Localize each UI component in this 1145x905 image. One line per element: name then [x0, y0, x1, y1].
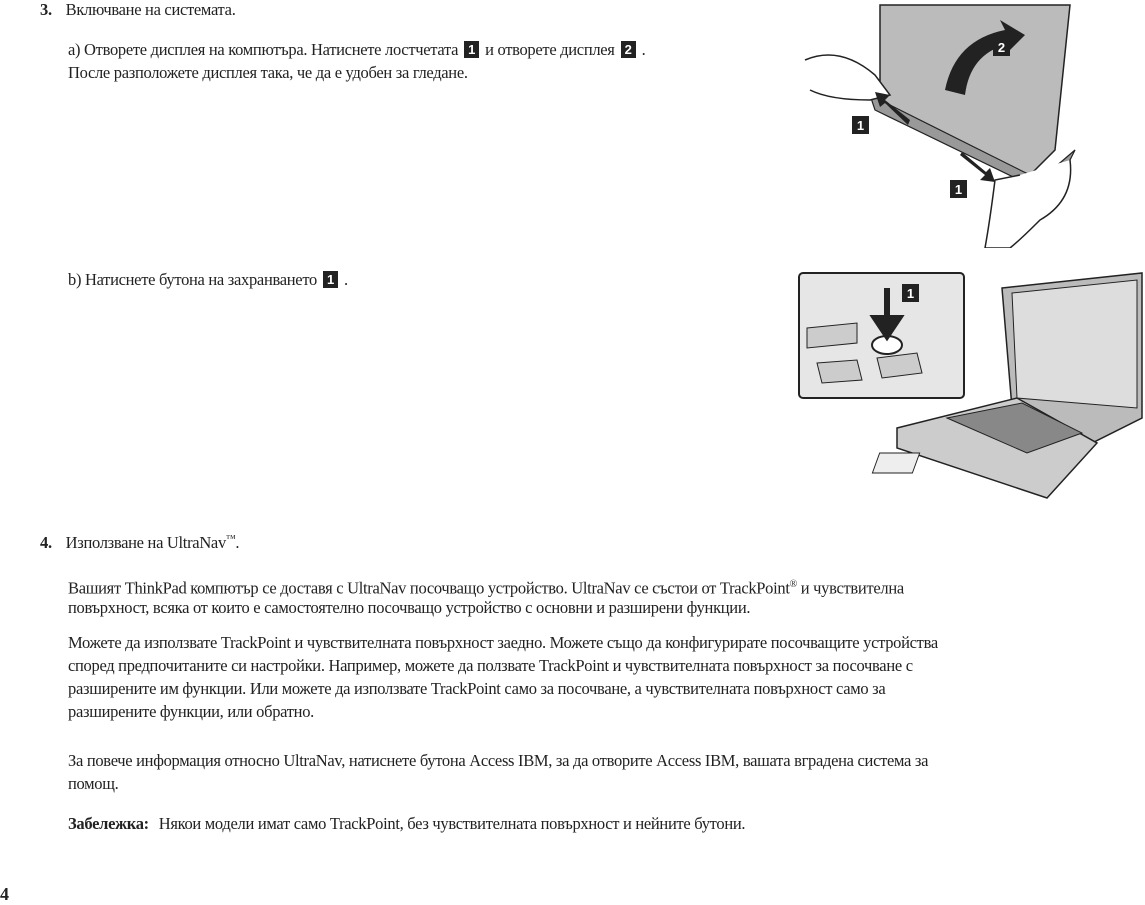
callout-1: 1 [954, 182, 963, 197]
text: . [641, 40, 646, 59]
text: Вашият ThinkPad компютър се доставя с UltraNav посочващо устройство. UltraNav се състои от TrackPoint [68, 578, 790, 598]
callout-badge: 1 [464, 41, 479, 58]
step-3-heading [40, 0, 236, 20]
open-display-illustration [790, 0, 1080, 248]
step-3a-line2: После разположете дисплея така, че да е удобен за гледане. [68, 63, 468, 82]
page-number: 4 [0, 884, 9, 904]
step-4-heading [40, 533, 239, 553]
callout-2: 2 [997, 40, 1006, 55]
paragraph-usage [68, 631, 938, 723]
step-title: Използване на UltraNav [65, 533, 226, 552]
text: a) Отворете дисплея на компютъра. Натиснете лостчетата [68, 40, 459, 59]
callout-badge: 1 [323, 271, 338, 288]
power-button-illustration [797, 268, 1145, 502]
text-line: разширените функции, или обратно. [68, 702, 314, 721]
trademark: ™ [225, 533, 236, 545]
note [68, 814, 745, 834]
note-label: Забележка: [68, 814, 149, 833]
callout-1: 1 [906, 286, 915, 301]
callout-badge: 2 [621, 41, 636, 58]
paragraph-ultranav-intro [68, 573, 904, 619]
step-3a-text [68, 40, 645, 60]
text: и отворете дисплея [485, 40, 615, 59]
text-line: според предпочитаните си настройки. Например, можете да ползвате TrackPoint и чувствителната повърхност за посочване с [68, 656, 913, 675]
registered-mark: ® [789, 579, 797, 590]
text: . [235, 533, 240, 552]
paragraph-more-info [68, 749, 928, 795]
step-number: 4. [40, 533, 52, 552]
text-line: Можете да използвате TrackPoint и чувствителната повърхност заедно. Можете също да конфигурирате посочващите устройства [68, 633, 938, 652]
text-line: За повече информация относно UltraNav, натиснете бутона Access IBM, за да отворите Access IBM, вашата вградена система за [68, 751, 929, 770]
text: b) Натиснете бутона на захранването [68, 270, 317, 289]
text-line: разширените им функции. Или можете да използвате TrackPoint само за посочване, а чувствителната повърхност само за [68, 679, 886, 698]
text: и чувствителна [796, 578, 904, 598]
callout-1: 1 [856, 118, 865, 133]
right-hand [985, 160, 1071, 248]
step-title: Включване на системата. [65, 0, 236, 19]
step-number: 3. [40, 0, 52, 19]
note-text: Някои модели имат само TrackPoint, без чувствителната повърхност и нейните бутони. [158, 814, 746, 833]
text-line: повърхност, всяка от които е самостоятелно посочващо устройство с основни и разширени функции. [68, 598, 751, 617]
text-line [68, 573, 904, 596]
text-line: помощ. [68, 774, 119, 793]
text: . [343, 270, 348, 289]
step-3b-text [68, 270, 348, 290]
